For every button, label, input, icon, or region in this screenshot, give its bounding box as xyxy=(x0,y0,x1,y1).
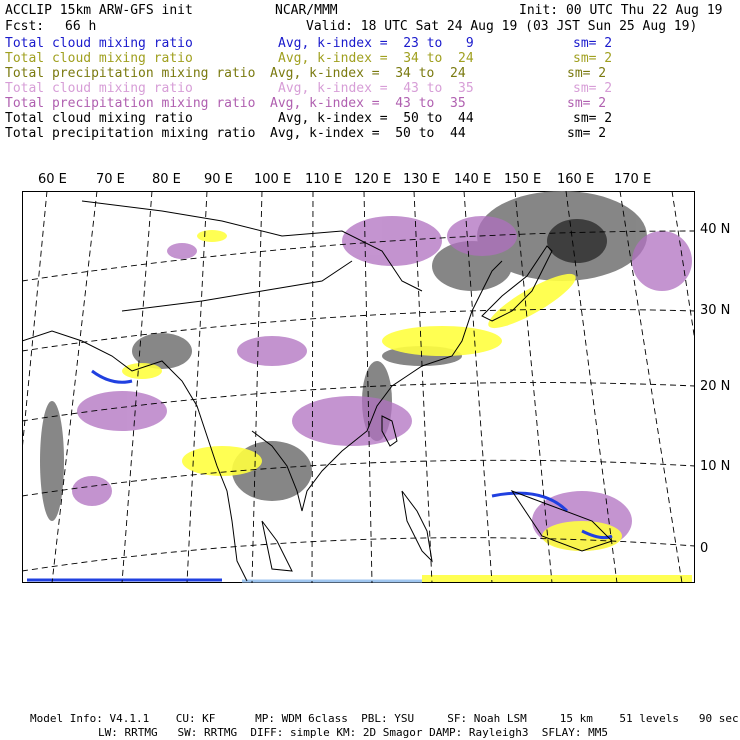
lon-label: 90 E xyxy=(204,172,233,187)
lon-label: 160 E xyxy=(557,172,595,187)
lon-label: 70 E xyxy=(96,172,125,187)
lon-label: 120 E xyxy=(354,172,392,187)
lat-label: 0 xyxy=(700,541,709,556)
legend-avg: Avg, k-index = 43 to 35 xyxy=(278,81,474,96)
legend-sm: sm= 2 xyxy=(567,96,607,111)
lon-label: 130 E xyxy=(403,172,441,187)
legend-avg: Avg, k-index = 23 to 9 xyxy=(278,36,474,51)
lat-label: 10 N xyxy=(700,459,731,474)
lon-label: 110 E xyxy=(305,172,343,187)
lat-label: 30 N xyxy=(700,303,731,318)
legend-avg: Avg, k-index = 50 to 44 xyxy=(278,111,474,126)
legend-field: Total cloud mixing ratio xyxy=(5,36,193,51)
footer-physics-info: LW: RRTMG SW: RRTMG DIFF: simple KM: 2D Smagor DAMP: Rayleigh3 SFLAY: MM5 xyxy=(98,726,608,739)
init-time: Init: 00 UTC Thu 22 Aug 19 xyxy=(519,3,723,18)
footer-model-info: Model Info: V4.1.1 CU: KF MP: WDM 6class PBL: YSU SF: Noah LSM 15 km 51 levels 90 sec xyxy=(30,712,739,725)
legend-field: Total cloud mixing ratio xyxy=(5,51,193,66)
legend-avg: Avg, k-index = 43 to 35 xyxy=(270,96,466,111)
lat-label: 20 N xyxy=(700,379,731,394)
legend-field: Total cloud mixing ratio xyxy=(5,111,193,126)
lon-label: 80 E xyxy=(152,172,181,187)
legend-field: Total precipitation mixing ratio xyxy=(5,96,256,111)
legend-sm: sm= 2 xyxy=(573,51,613,66)
lon-label: 170 E xyxy=(614,172,652,187)
legend-sm: sm= 2 xyxy=(567,126,607,141)
lon-label: 150 E xyxy=(504,172,542,187)
legend-field: Total precipitation mixing ratio xyxy=(5,66,256,81)
legend-avg: Avg, k-index = 34 to 24 xyxy=(278,51,474,66)
legend-sm: sm= 2 xyxy=(573,36,613,51)
legend-sm: sm= 2 xyxy=(573,81,613,96)
valid-time: Valid: 18 UTC Sat 24 Aug 19 (03 JST Sun 25 Aug 19) xyxy=(306,19,698,34)
legend-field: Total precipitation mixing ratio xyxy=(5,126,256,141)
lon-label: 60 E xyxy=(38,172,67,187)
fcst-value: 66 h xyxy=(65,19,97,34)
center-label: NCAR/MMM xyxy=(275,3,338,18)
legend-field: Total cloud mixing ratio xyxy=(5,81,193,96)
legend-sm: sm= 2 xyxy=(573,111,613,126)
lat-label: 40 N xyxy=(700,222,731,237)
legend-avg: Avg, k-index = 34 to 24 xyxy=(270,66,466,81)
lon-label: 140 E xyxy=(454,172,492,187)
model-title: ACCLIP 15km ARW-GFS init xyxy=(5,3,193,18)
legend-avg: Avg, k-index = 50 to 44 xyxy=(270,126,466,141)
lon-label: 100 E xyxy=(254,172,292,187)
legend-sm: sm= 2 xyxy=(567,66,607,81)
fcst-label: Fcst: xyxy=(5,19,45,34)
cloud-map xyxy=(22,191,695,583)
